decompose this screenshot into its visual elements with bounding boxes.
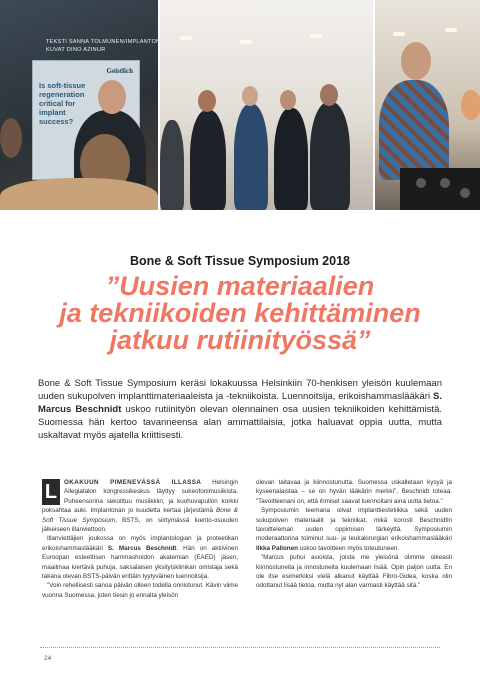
photo-credit	[46, 38, 164, 54]
body-text: Illanviettäjien joukossa on myös implantologian ja proteetikan erikoishammaslääkäri	[42, 535, 238, 552]
article-lead	[38, 377, 442, 442]
credit-photos: KUVAT DINO AZINUR	[46, 47, 106, 53]
ceiling-light	[310, 34, 322, 38]
guest-head	[320, 84, 338, 106]
lead-text: Bone & Soft Tissue Symposium keräsi lokakuussa Helsinkiin 70-henkisen yleisön kuulemaan uuden sukupolven implanttimateriaaleista ja -tekniikoista. Luennoitsija, erikoishammaslääkäri	[38, 378, 442, 402]
speaker-head	[98, 80, 126, 114]
lead-name: S. Marcus Beschnidt	[38, 391, 442, 415]
body-paragraph: ”Voin rehellisesti sanoa päivän olleen todella onnistunut. Kävin viime vuonna Suomessa, joten tiesin jo ennalta yleisön	[42, 582, 238, 599]
guest-figure	[190, 110, 226, 210]
crowd-photo	[160, 0, 373, 210]
dj-figure	[379, 80, 449, 180]
paragraph-lead-in: OKAKUUN PIMENEVÄSSÄ ILLASSA	[64, 479, 202, 486]
guest-figure	[234, 104, 268, 210]
dj-head	[401, 42, 431, 80]
body-paragraph	[42, 534, 238, 581]
body-text: , BSTS, on siirtymässä luento-osuuden jälkeiseen illanviettoon.	[42, 516, 238, 534]
speaker-photo	[0, 0, 158, 210]
guest-figure	[160, 120, 184, 210]
guest-head	[198, 90, 216, 112]
person-name: Ilkka Pallonen	[256, 544, 298, 552]
audience-chairs	[0, 178, 158, 210]
body-paragraph	[256, 506, 452, 553]
event-name: Bone & Soft Tissue Symposium	[42, 507, 238, 524]
banner-text: Is soft-tissue regeneration critical for implant success?	[39, 81, 86, 126]
guest-figure	[274, 108, 308, 210]
guest-figure	[310, 102, 350, 210]
guest-head	[280, 90, 296, 110]
ceiling-light	[180, 36, 192, 40]
title-line: ”Uusien materiaalien	[105, 271, 375, 301]
ceiling-light	[240, 40, 252, 44]
drop-cap: L	[42, 479, 60, 505]
footer-rule	[40, 647, 440, 648]
title-line: jatkuu rutiinityössä”	[109, 325, 371, 355]
ceiling-light	[393, 32, 405, 36]
dj-turntable	[400, 168, 480, 210]
body-text: uskoo tavoitteen myös toteutuneen.	[298, 544, 400, 552]
lead-text: uskoo rutiinityön olevan olennainen osa uusien tekniikoiden kehittämistä. Suomessa hän kertoo tavanneensa alan ammattilaisia, jotka haluavat oppia uutta, mutta uskaltavat myös ajatella kriittisesti.	[38, 404, 442, 441]
banner-brand: Geistlich	[106, 67, 133, 75]
body-paragraph: olevan taitavaa ja kiinnostunutta. Suomessa uskalletaan kysyä ja kyseenalaistaa – se on hyvän lääkärin merkki”, Beschnidt toteaa. ”Tavoitteenani on, että ihmiset saavat luennoitani aina uutta tietoa.”	[256, 479, 452, 505]
article-kicker: Bone & Soft Tissue Symposium 2018	[130, 254, 350, 268]
body-column-left	[42, 478, 238, 600]
ceiling-light	[445, 28, 457, 32]
flower-decoration	[461, 90, 480, 120]
deck-knob	[460, 188, 470, 198]
body-text: Helsingin Allegiatalon kongressikeskus täyttyy sukeofonimusiikista. Puheensorina sekoittuu musiikkiin, ja kuohuvapullon korkki poksahtaa auki. Implantonan jo kuudetta kertaa järjestämä	[42, 479, 238, 515]
person-name: S. Marcus Beschnidt	[107, 544, 177, 552]
article-title	[40, 273, 440, 354]
body-paragraph	[42, 478, 238, 534]
deck-knob	[440, 178, 450, 188]
guest-head	[242, 86, 258, 106]
audience-head	[0, 118, 22, 158]
deck-knob	[416, 178, 426, 188]
body-paragraph: ”Marcus puhui asioista, joista me yleisönä olimme oikeasti kiinnostuneita ja innostuneita kuulemaan lisää. Opin paljon uutta. En ole itse esimerkiksi vielä alkanut käyttää Fibro-Gidea, koska olin odottanut lisää tietoa, mutta nyt alan varmasti käyttää sitä.”	[256, 554, 452, 590]
body-text: Symposiumin teemana olivat implanttiestetiikka sekä uuden sukupolven materiaalit ja tekniikat, mikä korosti Beschnidtin tavoitteleman uuden oppimisen tärkeyttä. Symposiumin moderaattorina toiminut suu- ja leukakirurgian erikoishammaslääkäri	[256, 507, 452, 543]
page-number: 24	[44, 655, 52, 662]
body-column-right	[256, 478, 452, 591]
header-photo-strip	[0, 0, 480, 210]
credit-text: TEKSTI SANNA TOLMUNEN/IMPLANTONA	[46, 39, 165, 45]
body-text: . Hän on aktiivinen Euroopan esteettisen hammashoidon akatemian (EAED) jäsen, maailmaa kiertävä puhuja, saksalaisen yksityisklinikan omistaja sekä takana olevan BSTS-päivän erittäin tyytyväinen luennoitsija.	[42, 544, 239, 581]
title-line: ja tekniikoiden kehittäminen	[59, 298, 421, 328]
